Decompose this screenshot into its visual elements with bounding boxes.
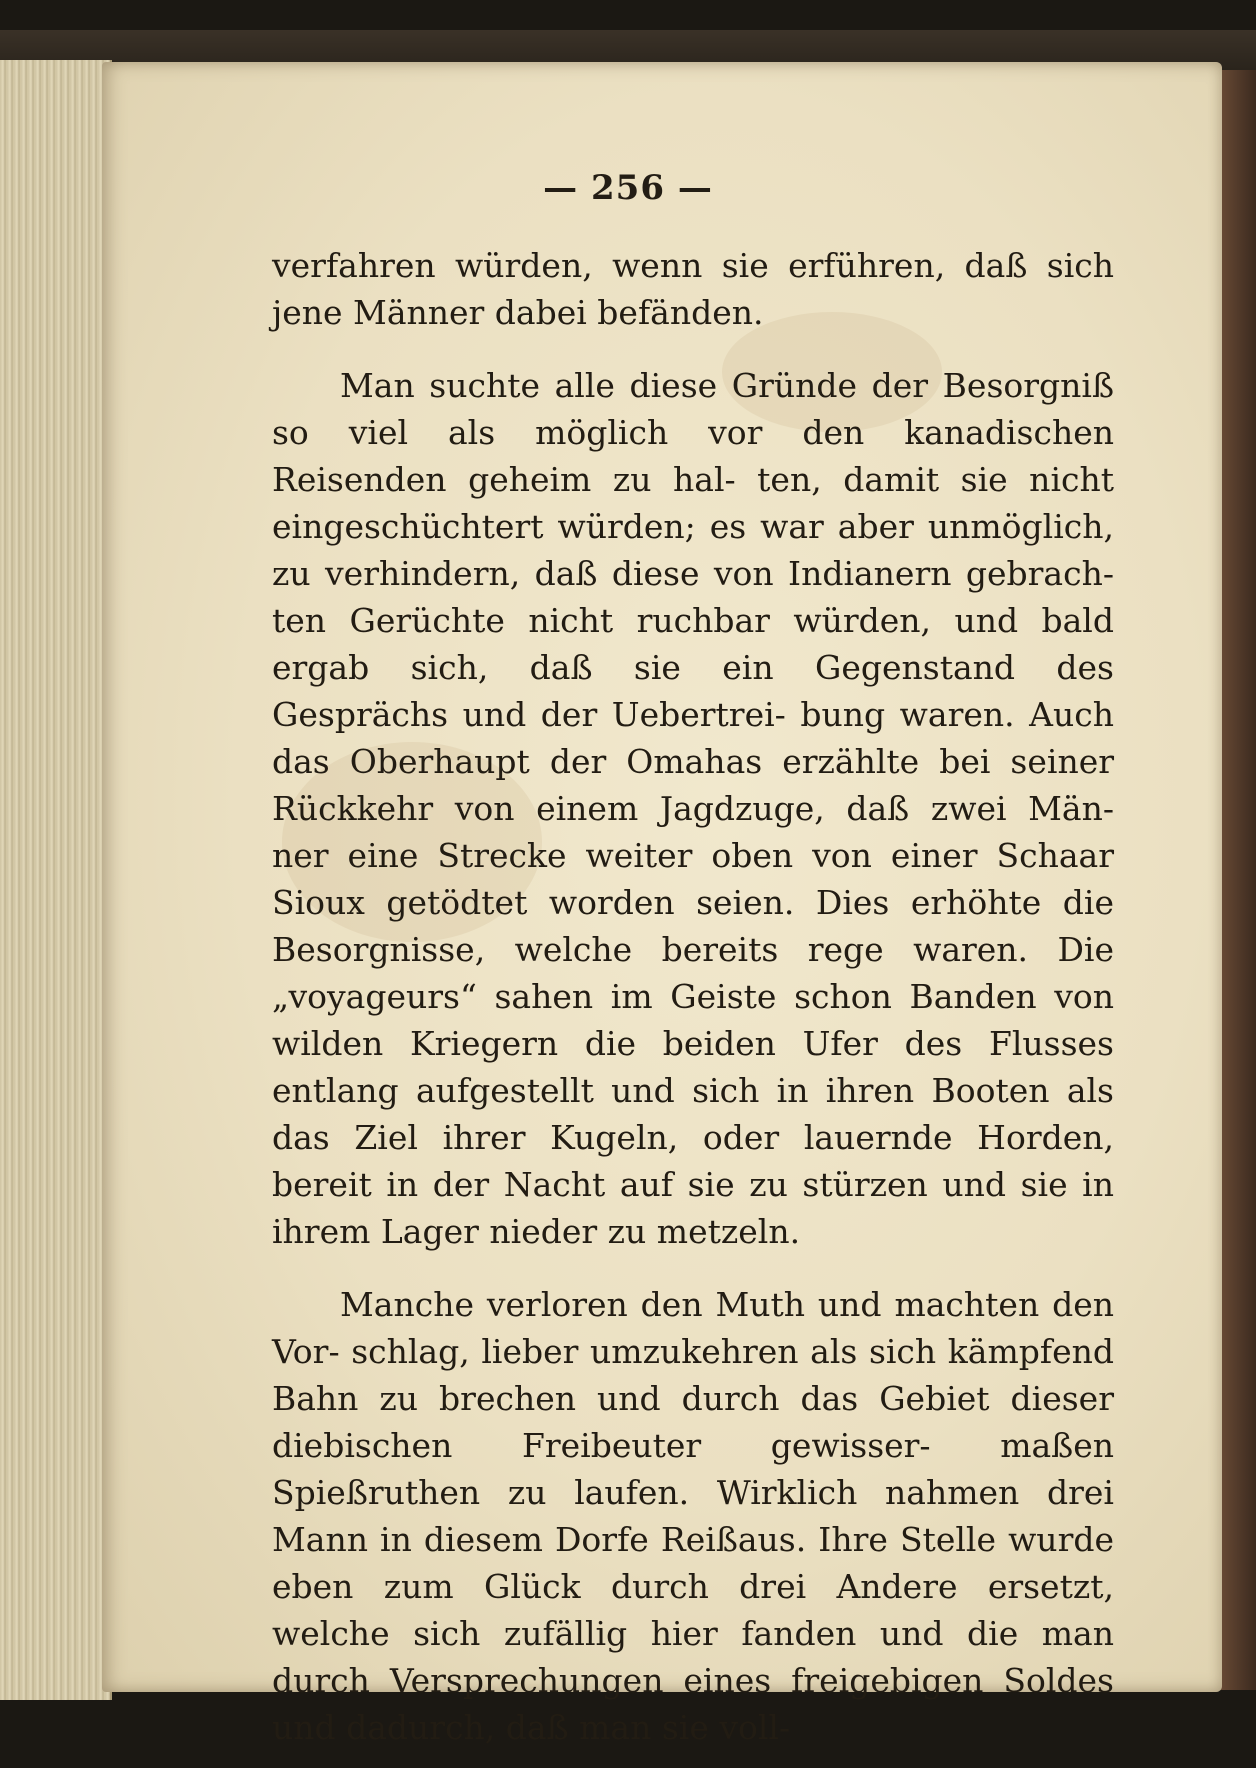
left-page-stack	[0, 60, 112, 1700]
paragraph-continued: verfahren würden, wenn sie erführen, daß sich jene Männer dabei befänden.	[272, 246, 1114, 332]
paragraph: Man suchte alle diese Gründe der Besorgniß so viel als möglich vor den kanadischen Reisenden geheim zu hal- ten, damit sie nicht eingeschüchtert würden; es war aber unmöglich, zu verhindern, daß diese von Indianern gebrach- ten Gerüchte nicht ruchbar würden, und bald ergab sich, daß sie ein Gegenstand des Gesprächs und der Uebertrei- bung waren. Auch das Oberhaupt der Omahas erzählte bei seiner Rückkehr von einem Jagdzuge, daß zwei Män- ner eine Strecke weiter oben von einer Schaar Sioux getödtet worden seien. Dies erhöhte die Besorgnisse, welche bereits rege waren. Die „voyageurs“ sahen im Geiste schon Banden von wilden Kriegern die beiden Ufer des Flusses entlang aufgestellt und sich in ihren Booten als das Ziel ihrer Kugeln, oder lauernde Horden, bereit in der Nacht auf sie zu stürzen und sie in ihrem Lager nieder zu metzeln.	[272, 366, 1114, 1251]
paragraph: Manche verloren den Muth und machten den Vor- schlag, lieber umzukehren als sich kämpfend Bahn zu brechen und durch das Gebiet dieser diebischen Freibeuter gewisser- maßen Spießruthen zu laufen. Wirklich nahmen drei Mann in diesem Dorfe Reißaus. Ihre Stelle wurde eben zum Glück durch drei Andere ersetzt, welche sich zufällig hier fanden und die man durch Versprechungen eines freigebigen Soldes und dadurch, daß man sie voll-	[272, 1285, 1114, 1747]
page-number: — 256 —	[543, 168, 713, 208]
book-fore-edge	[1218, 70, 1256, 1690]
page-body	[272, 242, 1114, 1751]
